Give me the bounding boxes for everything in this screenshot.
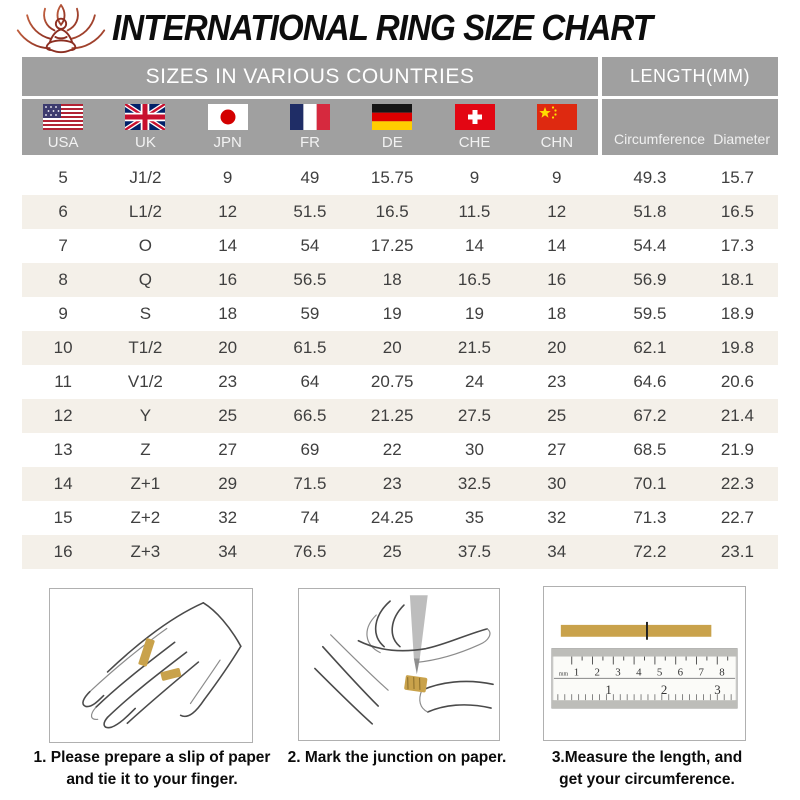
- cell-fr: 56.5: [293, 270, 327, 289]
- lotus-meditation-logo-icon: [14, 2, 108, 55]
- cell-diameter: 18.9: [720, 304, 754, 323]
- cell-jpn: 18: [218, 304, 238, 323]
- table-row: [22, 331, 778, 365]
- table-row: [22, 229, 778, 263]
- cell-uk: J1/2: [129, 168, 162, 187]
- cell-fr: 69: [300, 440, 320, 459]
- table-row: [22, 195, 778, 229]
- cell-uk: V1/2: [127, 372, 163, 391]
- table-row: [22, 399, 778, 433]
- hand-with-paper-slip-illustration: [50, 589, 252, 742]
- cell-usa: 13: [53, 440, 73, 459]
- cell-fr: 66.5: [293, 406, 327, 425]
- cell-usa: 12: [53, 406, 73, 425]
- column-header-circumference: Circumference: [614, 131, 706, 147]
- cell-de: 22: [382, 440, 402, 459]
- cell-fr: 74: [300, 508, 320, 527]
- cell-circumference: 70.1: [633, 474, 667, 493]
- cell-fr: 54: [300, 236, 320, 255]
- cell-usa: 11: [54, 372, 72, 391]
- ruler-number: 5: [656, 666, 663, 679]
- paper-strip: [561, 625, 712, 637]
- cell-che: 19: [465, 304, 484, 323]
- cell-che: 24: [465, 372, 484, 391]
- column-header-de: [351, 99, 433, 155]
- cell-jpn: 20: [218, 338, 238, 357]
- cell-de: 20: [382, 338, 402, 357]
- table-row: [22, 297, 778, 331]
- ruler-number: 1: [573, 666, 580, 679]
- instruction-step-2: [283, 747, 511, 769]
- cell-che: 27.5: [457, 406, 491, 425]
- ruler-inch-number: 2: [660, 683, 668, 698]
- ruler-number: 4: [636, 666, 642, 679]
- cell-fr: 49: [300, 168, 320, 187]
- cell-usa: 6: [58, 202, 68, 221]
- cell-jpn: 25: [218, 406, 238, 425]
- cell-circumference: 62.1: [633, 338, 667, 357]
- cell-uk: Y: [139, 406, 152, 425]
- ruler-number: 3: [615, 666, 621, 679]
- cell-jpn: 23: [218, 372, 238, 391]
- cell-circumference: 64.6: [633, 372, 667, 391]
- cell-jpn: 12: [218, 202, 238, 221]
- cell-diameter: 20.6: [720, 372, 754, 391]
- section-title-length: LENGTH(MM): [602, 57, 778, 96]
- cell-de: 17.25: [370, 236, 414, 255]
- cell-circumference: 54.4: [633, 236, 667, 255]
- cell-circumference: 49.3: [633, 168, 667, 187]
- country-code-label: UK: [135, 134, 156, 151]
- column-header-jpn: [187, 99, 269, 155]
- table-section-header: [22, 57, 778, 96]
- cell-circumference: 71.3: [633, 508, 667, 527]
- cell-diameter: 16.5: [720, 202, 754, 221]
- cell-chn: 14: [547, 236, 567, 255]
- cell-uk: Q: [138, 270, 153, 289]
- cell-circumference: 67.2: [633, 406, 667, 425]
- germany-flag-icon: [372, 104, 412, 130]
- cell-jpn: 32: [218, 508, 238, 527]
- cell-usa: 16: [53, 542, 73, 561]
- cell-che: 30: [465, 440, 484, 459]
- instruction-step-1: [26, 747, 278, 791]
- ruler-number: 2: [594, 666, 600, 679]
- marking-paper-illustration: [299, 589, 499, 740]
- table-row: [22, 433, 778, 467]
- page-title: INTERNATIONAL RING SIZE CHART: [112, 7, 653, 48]
- cell-chn: 27: [547, 440, 567, 459]
- column-header-diameter: Diameter: [713, 131, 770, 147]
- cell-diameter: 19.8: [720, 338, 754, 357]
- cell-uk: S: [139, 304, 152, 323]
- cell-diameter: 17.3: [720, 236, 754, 255]
- switzerland-flag-icon: [455, 104, 495, 130]
- cell-che: 35: [465, 508, 484, 527]
- figure-measure-length: [543, 586, 746, 741]
- cell-diameter: 21.4: [720, 406, 754, 425]
- cell-circumference: 72.2: [633, 542, 667, 561]
- country-code-label: USA: [47, 134, 79, 151]
- cell-uk: O: [138, 236, 153, 255]
- cell-de: 24.25: [370, 508, 414, 527]
- ruler-measurement-illustration: [544, 587, 745, 740]
- cell-jpn: 29: [218, 474, 238, 493]
- figure-tie-paper: [49, 588, 253, 743]
- table-row: [22, 535, 778, 569]
- cell-jpn: 16: [218, 270, 238, 289]
- cell-chn: 16: [547, 270, 567, 289]
- cell-che: 37.5: [457, 542, 491, 561]
- column-header-uk: [104, 99, 186, 155]
- instruction-line: 2. Mark the junction on paper.: [287, 749, 507, 766]
- cell-de: 25: [382, 542, 402, 561]
- cell-fr: 51.5: [293, 202, 327, 221]
- cell-de: 18: [382, 270, 402, 289]
- cell-usa: 15: [53, 508, 73, 527]
- china-flag-icon: [537, 104, 577, 130]
- cell-chn: 34: [547, 542, 567, 561]
- usa-flag-icon: [43, 104, 83, 130]
- cell-uk: Z: [140, 440, 151, 459]
- cell-diameter: 23.1: [720, 542, 754, 561]
- cell-che: 11.5: [458, 202, 491, 221]
- cell-jpn: 9: [222, 168, 233, 187]
- cell-chn: 12: [547, 202, 567, 221]
- cell-uk: Z+2: [130, 508, 161, 527]
- cell-che: 14: [465, 236, 484, 255]
- country-code-label: CHE: [458, 134, 491, 151]
- cell-che: 16.5: [457, 270, 491, 289]
- table-column-header: [22, 99, 778, 155]
- cell-fr: 59: [300, 304, 320, 323]
- country-code-label: JPN: [213, 134, 242, 151]
- cell-usa: 7: [58, 236, 68, 255]
- cell-de: 15.75: [370, 168, 414, 187]
- table-row: [22, 501, 778, 535]
- instruction-step-3: [536, 747, 758, 791]
- table-body: [22, 161, 778, 569]
- cell-de: 19: [382, 304, 402, 323]
- cell-de: 21.25: [370, 406, 414, 425]
- cell-che: 21.5: [457, 338, 491, 357]
- france-flag-icon: [290, 104, 330, 130]
- pen-tip: [414, 659, 420, 675]
- cell-circumference: 68.5: [633, 440, 667, 459]
- cell-de: 20.75: [370, 372, 414, 391]
- cell-uk: L1/2: [128, 202, 162, 221]
- cell-de: 23: [382, 474, 402, 493]
- ruler-number: 6: [677, 666, 684, 679]
- instruction-line: get your circumference.: [559, 771, 735, 788]
- column-header-fr: [269, 99, 351, 155]
- cell-chn: 9: [551, 168, 562, 187]
- table-row: [22, 467, 778, 501]
- ruler-inch-number: 1: [605, 683, 612, 698]
- cell-fr: 61.5: [293, 338, 327, 357]
- cell-usa: 5: [58, 168, 68, 187]
- cell-circumference: 59.5: [633, 304, 667, 323]
- cell-jpn: 27: [218, 440, 238, 459]
- cell-circumference: 51.8: [633, 202, 667, 221]
- country-code-label: DE: [381, 134, 403, 151]
- instruction-line: 1. Please prepare a slip of paper: [33, 749, 271, 766]
- table-row: [22, 161, 778, 195]
- cell-usa: 14: [53, 474, 73, 493]
- ring-size-table: [22, 57, 778, 569]
- cell-fr: 76.5: [293, 542, 327, 561]
- cell-chn: 30: [547, 474, 567, 493]
- table-row: [22, 365, 778, 399]
- cell-uk: Z+3: [130, 542, 161, 561]
- ruler-unit-label: mm: [558, 671, 569, 678]
- cell-fr: 71.5: [293, 474, 327, 493]
- instruction-line: 3.Measure the length, and: [551, 749, 743, 766]
- cell-circumference: 56.9: [633, 270, 667, 289]
- country-code-label: FR: [299, 134, 320, 151]
- cell-chn: 23: [547, 372, 567, 391]
- cell-chn: 32: [547, 508, 567, 527]
- table-row: [22, 263, 778, 297]
- cell-chn: 18: [547, 304, 567, 323]
- cell-chn: 20: [547, 338, 567, 357]
- ruler-number: 7: [698, 666, 704, 679]
- section-title-countries: SIZES IN VARIOUS COUNTRIES: [22, 57, 598, 96]
- column-header-usa: [22, 99, 104, 155]
- uk-flag-icon: [125, 104, 165, 130]
- cell-che: 32.5: [457, 474, 491, 493]
- cell-usa: 9: [58, 304, 68, 323]
- figure-mark-junction: [298, 588, 500, 741]
- column-header-chn: [516, 99, 598, 155]
- cell-diameter: 15.7: [720, 168, 754, 187]
- cell-fr: 64: [300, 372, 320, 391]
- ruler-number: 8: [719, 666, 725, 679]
- cell-diameter: 21.9: [720, 440, 754, 459]
- column-header-che: [433, 99, 515, 155]
- cell-usa: 8: [58, 270, 68, 289]
- instruction-line: and tie it to your finger.: [66, 771, 238, 788]
- cell-diameter: 22.3: [720, 474, 754, 493]
- cell-uk: T1/2: [128, 338, 163, 357]
- cell-diameter: 22.7: [720, 508, 754, 527]
- cell-usa: 10: [53, 338, 73, 357]
- japan-flag-icon: [208, 104, 248, 130]
- cell-uk: Z+1: [130, 474, 161, 493]
- cell-diameter: 18.1: [720, 270, 754, 289]
- cell-chn: 25: [547, 406, 567, 425]
- cell-jpn: 14: [218, 236, 238, 255]
- cell-jpn: 34: [218, 542, 238, 561]
- country-code-label: CHN: [540, 134, 574, 151]
- cell-de: 16.5: [375, 202, 409, 221]
- ruler-inch-number: 3: [714, 683, 721, 698]
- cell-che: 9: [469, 168, 480, 187]
- ruler: [552, 649, 737, 708]
